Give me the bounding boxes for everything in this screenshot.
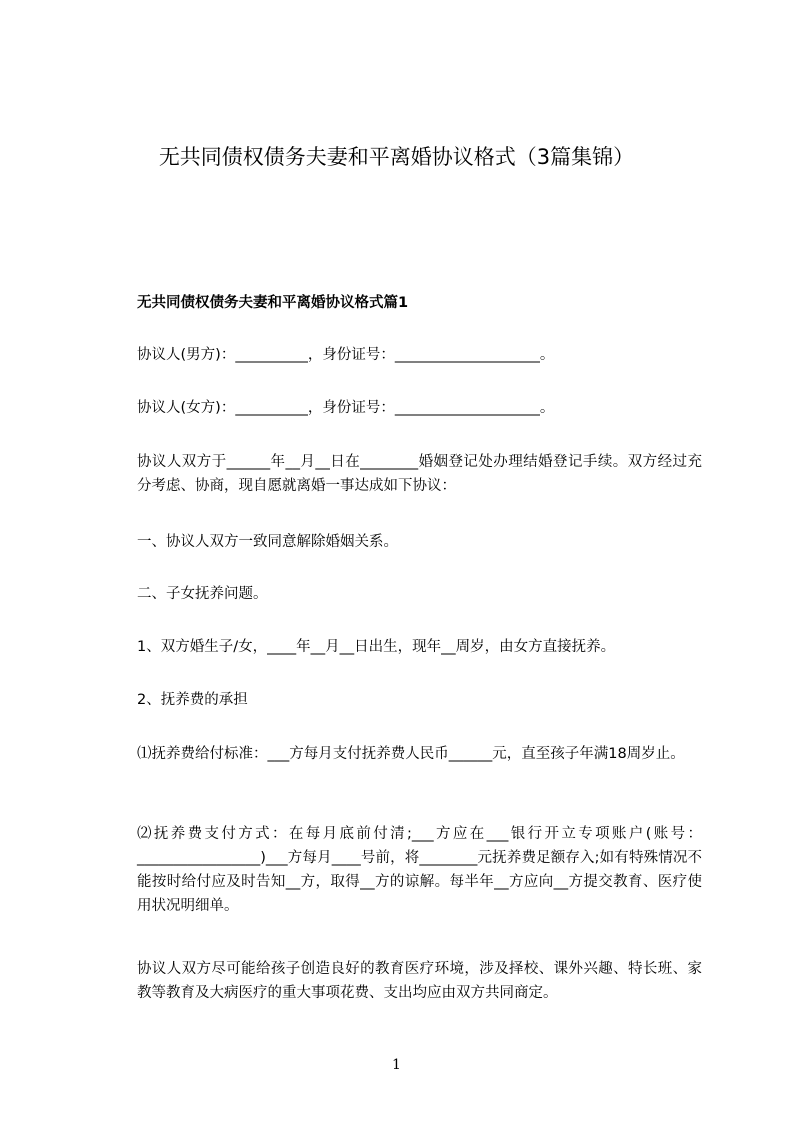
section-heading: 无共同债权债务夫妻和平离婚协议格式篇1	[137, 295, 409, 311]
paragraph-clause-1: 一、协议人双方一致同意解除婚姻关系。	[137, 534, 398, 550]
document-title: 无共同债权债务夫妻和平离婚协议格式（3篇集锦）	[158, 145, 635, 169]
paragraph-support-heading: 2、抚养费的承担	[137, 692, 248, 708]
paragraph-party-female: 协议人(女方)：__________，身份证号：____________________。	[137, 400, 555, 416]
paragraph-education-medical: 协议人双方尽可能给孩子创造良好的教育医疗环境，涉及择校、课外兴趣、特长班、家教等教育及大病医疗的重大事项花费、支出均应由双方共同商定。	[137, 961, 702, 1001]
paragraph-child-custody: 1、双方婚生子/女，____年__月__日出生，现年__周岁，由女方直接抚养。	[137, 639, 616, 655]
paragraph-support-payment: ⑵抚养费支付方式：在每月底前付清;___方应在___银行开立专项账户(账号：_________________)___方每月____号前，将________元抚养费足额存入;如有特殊情况不能按时给付应及时告知__方，取得__方的谅解。每半年__方应向__方提交教育、医疗使用状况明细单。	[137, 826, 702, 914]
paragraph-marriage-registration: 协议人双方于______年__月__日在________婚姻登记处办理结婚登记手续。双方经过充分考虑、协商，现自愿就离婚一事达成如下协议：	[137, 454, 702, 494]
page-number: 1	[392, 1057, 401, 1073]
paragraph-party-male: 协议人(男方)：__________，身份证号：____________________。	[137, 347, 555, 363]
paragraph-clause-2: 二、子女抚养问题。	[137, 586, 268, 602]
paragraph-support-standard: ⑴抚养费给付标准：___方每月支付抚养费人民币______元，直至孩子年满18周岁止。	[137, 746, 685, 762]
